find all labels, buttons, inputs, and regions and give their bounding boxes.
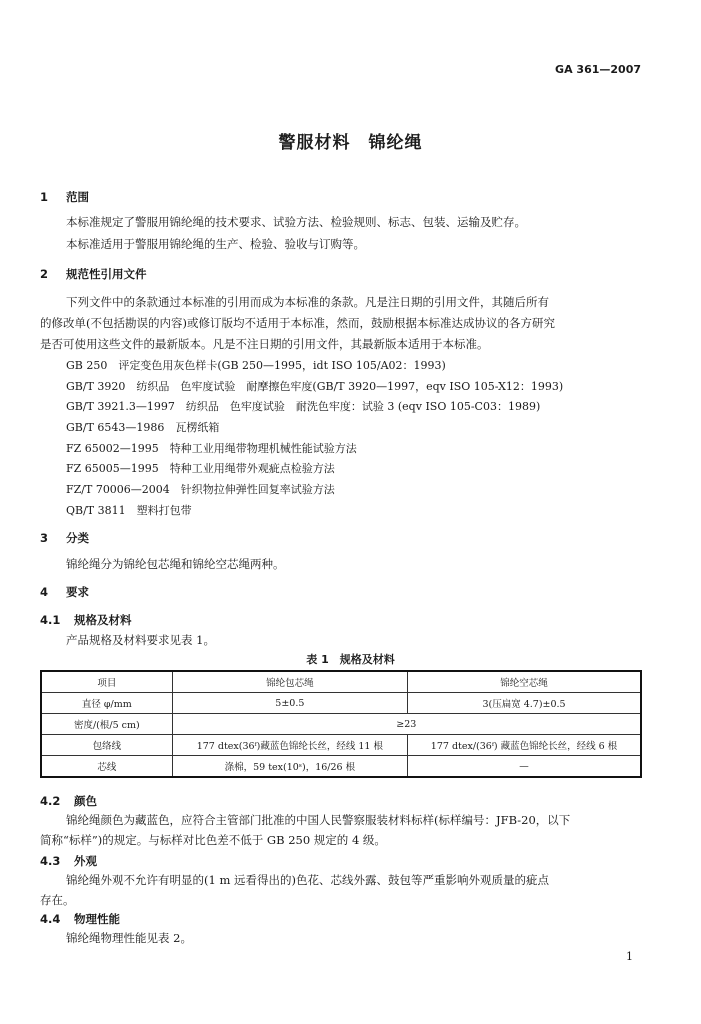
reference-item: FZ 65005—1995 特种工业用绳带外观疵点检验方法	[66, 462, 335, 475]
section-number: 4.1	[40, 613, 61, 627]
paragraph: 本标准规定了警服用锦纶绳的技术要求、试验方法、检验规则、标志、包装、运输及贮存。	[66, 215, 526, 229]
paragraph-line: 是否可使用这些文件的最新版本。凡是不注日期的引用文件，其最新版本适用于本标准。	[40, 337, 489, 351]
page-title: 警服材料 锦纶绳	[278, 133, 423, 153]
section-1-heading	[40, 189, 89, 205]
section-4-heading	[40, 584, 89, 600]
table-cell: 密度/(根/5 cm)	[41, 714, 172, 735]
section-4-3-heading	[40, 853, 97, 869]
spec-table	[40, 670, 642, 778]
table-cell: 涤棉，59 tex(10ˢ)，16/26 根	[172, 756, 407, 778]
paragraph-line: 下列文件中的条款通过本标准的引用而成为本标准的条款。凡是注日期的引用文件，其随后所有	[66, 295, 549, 309]
reference-item: FZ/T 70006—2004 针织物拉伸弹性回复率试验方法	[66, 483, 335, 496]
table-header-cell: 锦纶包芯绳	[172, 671, 407, 693]
table-cell: ≥23	[172, 714, 641, 735]
table-row	[41, 756, 641, 778]
section-4-2-heading	[40, 793, 97, 809]
reference-item: GB/T 6543—1986 瓦楞纸箱	[66, 421, 220, 434]
table-cell: 芯线	[41, 756, 172, 778]
section-title: 规范性引用文件	[66, 267, 147, 281]
reference-item: FZ 65002—1995 特种工业用绳带物理机械性能试验方法	[66, 442, 357, 455]
paragraph-line: 简称“标样”)的规定。与标样对比色差不低于 GB 250 规定的 4 级。	[40, 833, 386, 847]
section-title: 外观	[74, 854, 97, 868]
section-number: 4	[40, 585, 49, 599]
table-caption: 表 1 规格及材料	[306, 653, 395, 666]
table-cell: 177 dtex/(36ᶠ) 藏蓝色锦纶长丝，经线 6 根	[408, 735, 641, 756]
paragraph-line: 锦纶绳外观不允许有明显的(1 m 远看得出的)色花、芯线外露、鼓包等严重影响外观质量的疵点	[66, 873, 550, 887]
section-title: 范围	[66, 190, 89, 204]
section-number: 4.3	[40, 854, 61, 868]
paragraph-line: 锦纶绳颜色为藏蓝色，应符合主管部门批准的中国人民警察服装材料标样(标样编号：JFB-20，以下	[66, 813, 571, 827]
section-number: 1	[40, 190, 49, 204]
reference-item: GB/T 3921.3—1997 纺织品 色牢度试验 耐洗色牢度：试验 3 (eqv ISO 105-C03：1989)	[66, 400, 541, 413]
section-number: 4.2	[40, 794, 61, 808]
table-cell: —	[408, 756, 641, 778]
paragraph-line: 存在。	[40, 893, 75, 907]
table-cell: 5±0.5	[172, 693, 407, 714]
section-3-heading	[40, 530, 89, 546]
paragraph: 锦纶绳分为锦纶包芯绳和锦纶空芯绳两种。	[66, 557, 285, 571]
section-number: 2	[40, 267, 49, 281]
section-title: 颜色	[74, 794, 97, 808]
paragraph-line: 的修改单(不包括勘误的内容)或修订版均不适用于本标准，然而，鼓励根据本标准达成协议的各方研究	[40, 316, 555, 330]
table-cell: 直径 φ/mm	[41, 693, 172, 714]
section-number: 4.4	[40, 912, 61, 926]
reference-item: GB 250 评定变色用灰色样卡(GB 250—1995，idt ISO 105/A02：1993)	[66, 359, 446, 372]
table-header-row	[41, 671, 641, 693]
table-header-cell: 项目	[41, 671, 172, 693]
standard-code: GA 361—2007	[555, 63, 641, 76]
page-number: 1	[626, 950, 633, 963]
table-row	[41, 735, 641, 756]
paragraph: 本标准适用于警服用锦纶绳的生产、检验、验收与订购等。	[66, 237, 365, 251]
table-row	[41, 693, 641, 714]
table-cell: 3(压扁宽 4.7)±0.5	[408, 693, 641, 714]
table-cell: 包络线	[41, 735, 172, 756]
section-title: 要求	[66, 585, 89, 599]
reference-item: QB/T 3811 塑料打包带	[66, 504, 192, 517]
section-4-4-heading	[40, 911, 120, 927]
paragraph: 锦纶绳物理性能见表 2。	[66, 931, 192, 945]
section-4-1-heading	[40, 612, 132, 628]
reference-item: GB/T 3920 纺织品 色牢度试验 耐摩擦色牢度(GB/T 3920—1997，eqv ISO 105-X12：1993)	[66, 380, 564, 393]
section-number: 3	[40, 531, 49, 545]
table-cell: 177 dtex(36ᶠ)藏蓝色锦纶长丝，经线 11 根	[172, 735, 407, 756]
section-title: 分类	[66, 531, 89, 545]
table-header-cell: 锦纶空芯绳	[408, 671, 641, 693]
section-title: 规格及材料	[74, 613, 132, 627]
section-title: 物理性能	[74, 912, 120, 926]
section-2-heading	[40, 266, 147, 282]
table-row	[41, 714, 641, 735]
paragraph: 产品规格及材料要求见表 1。	[66, 633, 215, 647]
